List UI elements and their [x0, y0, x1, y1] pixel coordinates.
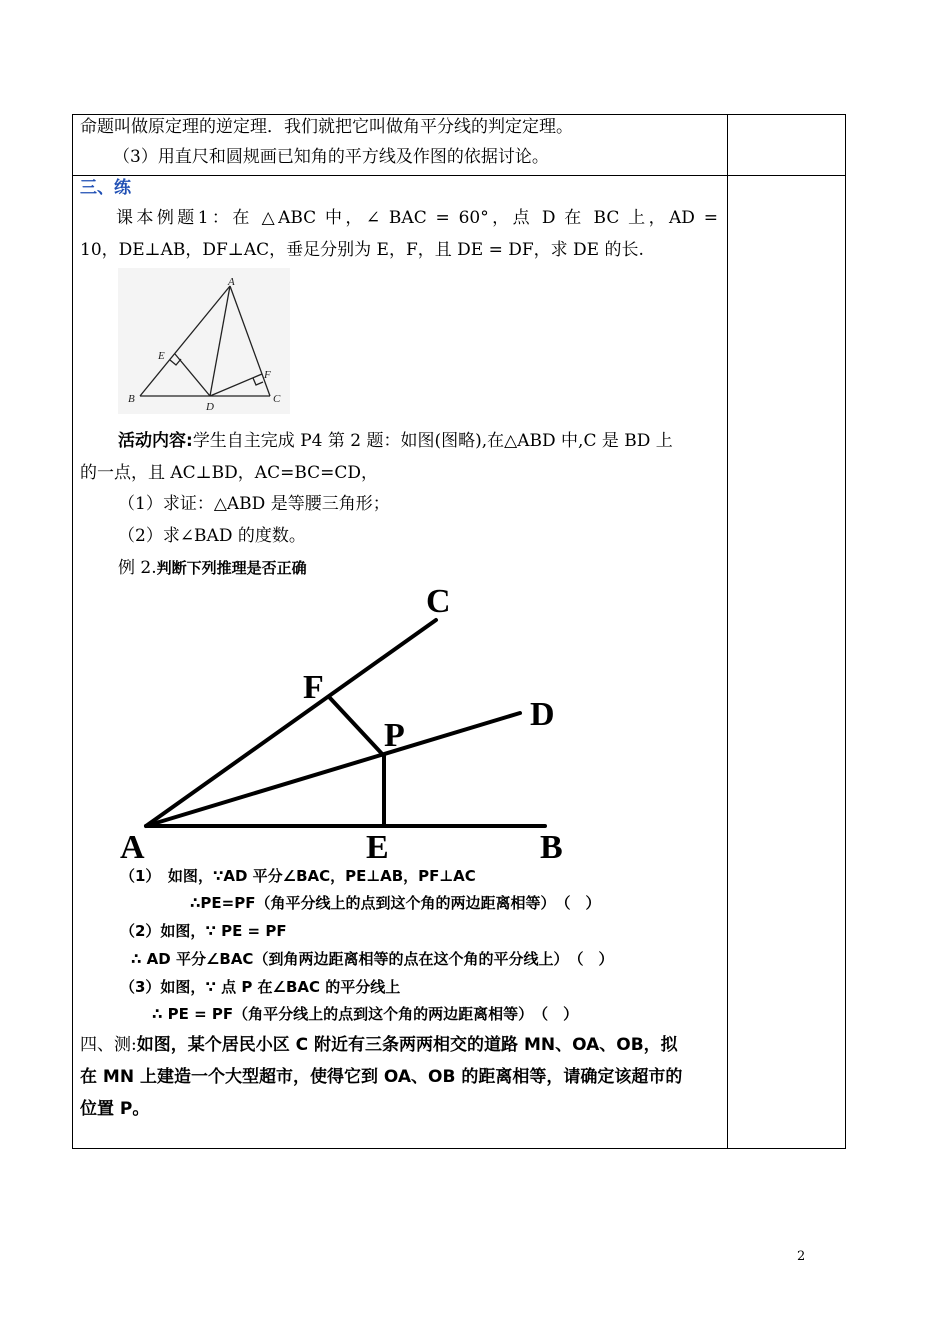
test-text-1: 如图，某个居民小区 C 附近有三条两两相交的道路 MN、OA、OB，拟 — [136, 1035, 678, 1055]
test-prefix: 四、测: — [80, 1035, 137, 1055]
row-divider — [72, 175, 845, 176]
label-e: E — [366, 829, 389, 865]
activity-line-1 — [118, 429, 673, 453]
judgement-3-premise: （3）如图，∵ 点 P 在∠BAC 的平分线上 — [120, 978, 401, 996]
label-f: F — [264, 369, 271, 381]
example2-heading — [118, 556, 307, 580]
text-line-2: （3）用直尺和圆规画已知角的平方线及作图的依据讨论。 — [113, 147, 549, 167]
test-line-1 — [80, 1033, 678, 1057]
page-number: 2 — [797, 1249, 806, 1264]
example2-prefix: 例 2. — [118, 558, 157, 578]
label-p: P — [384, 717, 405, 754]
label-e: E — [158, 350, 165, 362]
column-divider — [727, 114, 728, 1148]
label-c: C — [273, 393, 281, 405]
activity-text: 学生自主完成 P4 第 2 题：如图(图略),在△ABD 中,C 是 BD 上 — [192, 431, 673, 451]
segment-pf — [330, 698, 384, 756]
activity-line-2: 的一点，且 AC⊥BD，AC=BC=CD， — [80, 463, 379, 483]
activity-label: 活动内容: — [118, 431, 193, 451]
section-heading-practice: 三、练 — [80, 178, 131, 198]
label-a: A — [228, 276, 235, 288]
example1-line-2: 10，DE⊥AB，DF⊥AC，垂足分别为 E，F，且 DE = DF，求 DE 的长. — [80, 240, 644, 260]
triangle-figure — [118, 268, 290, 414]
label-b: B — [540, 829, 563, 865]
label-c: C — [426, 583, 451, 620]
judgement-3-conclusion: ∴ PE = PF（角平分线上的点到这个角的两边距离相等） （ ） — [152, 1005, 579, 1023]
question-2: （2）求∠BAD 的度数。 — [118, 526, 306, 546]
judgement-1-conclusion: ∴PE=PF（角平分线上的点到这个角的两边距离相等） （ ） — [190, 894, 601, 912]
angle-bisector-figure — [110, 580, 580, 865]
label-a: A — [120, 829, 145, 865]
label-d: D — [206, 401, 214, 413]
label-f: F — [303, 669, 324, 706]
label-b: B — [128, 393, 135, 405]
example1-line-1: 课本例题1：在 △ABC 中，∠ BAC = 60°，点 D 在 BC 上，AD = — [116, 208, 718, 228]
judgement-1-premise: （1） 如图，∵AD 平分∠BAC，PE⊥AB，PF⊥AC — [120, 867, 476, 885]
label-d: D — [530, 696, 555, 733]
judgement-2-premise: （2）如图，∵ PE = PF — [120, 922, 287, 940]
example2-title: 判断下列推理是否正确 — [156, 559, 307, 577]
test-line-3: 位置 P。 — [80, 1099, 150, 1119]
ray-ad — [146, 713, 520, 826]
judgement-2-conclusion: ∴ AD 平分∠BAC（到角两边距离相等的点在这个角的平分线上） （ ） — [131, 950, 614, 968]
test-line-2: 在 MN 上建造一个大型超市，使得它到 OA、OB 的距离相等，请确定该超市的 — [80, 1067, 683, 1087]
text-line-1: 命题叫做原定理的逆定理．我们就把它叫做角平分线的判定定理。 — [80, 117, 573, 137]
question-1: （1）求证：△ABD 是等腰三角形； — [118, 494, 390, 514]
